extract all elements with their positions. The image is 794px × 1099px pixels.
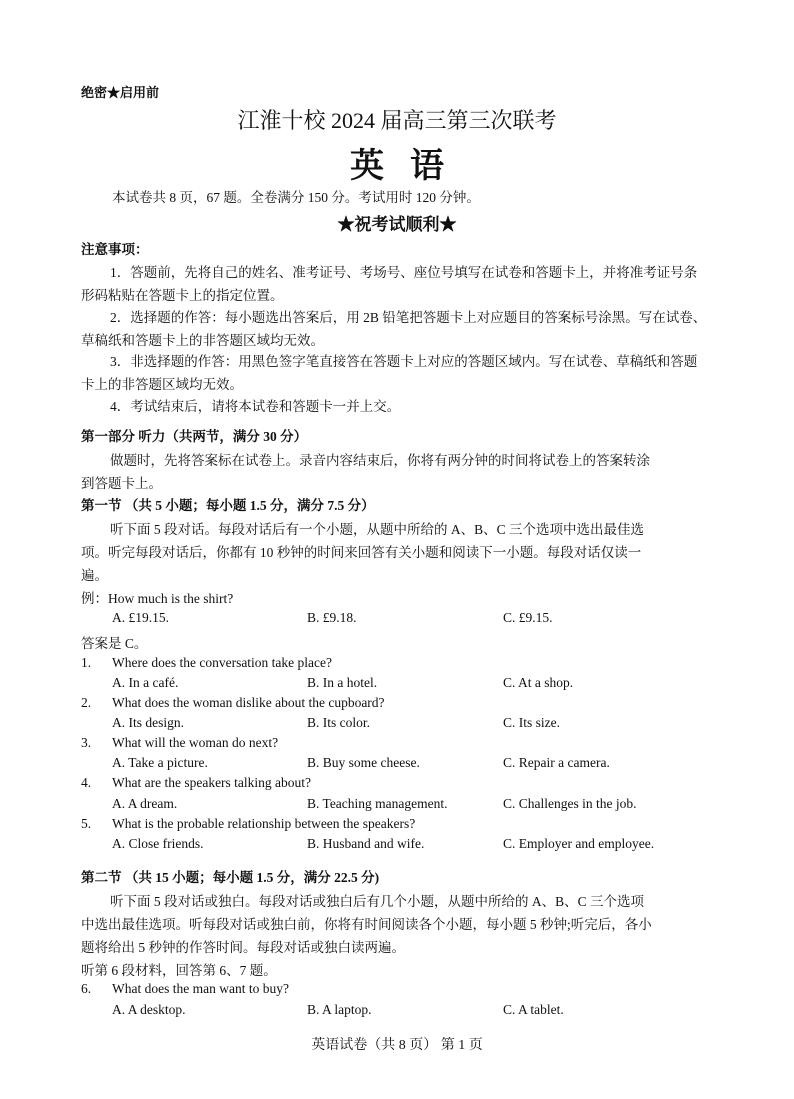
example-question: 例：How much is the shirt? [81, 591, 234, 606]
question-6-option-b: B. A laptop. [307, 1002, 372, 1017]
question-1-option-b: B. In a hotel. [307, 675, 378, 690]
section-2-intro-line-1: 听下面 5 段对话或独白。每段对话或独白后有几个小题，从题中所给的 A、B、C 三个选项 [110, 894, 645, 909]
note-3-line-2: 卡上的非答题区域均无效。 [81, 377, 243, 392]
question-2-option-c: C. Its size. [503, 715, 560, 730]
good-luck-banner: ★祝考试顺利★ [337, 215, 457, 234]
question-6-text: What does the man want to buy? [112, 981, 289, 996]
note-4: 4．考试结束后，请将本试卷和答题卡一并上交。 [110, 399, 401, 414]
question-6-option-a: A. A desktop. [112, 1002, 186, 1017]
question-3-text: What will the woman do next? [112, 735, 279, 750]
question-5-option-a: A. Close friends. [112, 836, 204, 851]
confidential-label: 绝密★启用前 [81, 85, 160, 100]
material-6-instruction: 听第 6 段材料，回答第 6、7 题。 [81, 963, 277, 978]
example-option-c: C. £9.15. [503, 610, 553, 625]
question-4-option-c: C. Challenges in the job. [503, 796, 637, 811]
section-1-intro-line-3: 遍。 [81, 568, 108, 583]
exam-info: 本试卷共 8 页，67 题。全卷满分 150 分。考试用时 120 分钟。 [112, 190, 480, 205]
section-2-intro-line-3: 题将给出 5 秒钟的作答时间。每段对话或独白读两遍。 [81, 940, 405, 955]
question-2-number: 2. [81, 695, 92, 710]
question-1-option-a: A. In a café. [112, 675, 179, 690]
note-1-line-2: 形码粘贴在答题卡上的指定位置。 [81, 288, 284, 303]
section-1-intro-line-1: 听下面 5 段对话。每段对话后有一个小题，从题中所给的 A、B、C 三个选项中选出最佳选 [110, 522, 645, 537]
page-footer: 英语试卷（共 8 页） 第 1 页 [311, 1038, 483, 1053]
question-3-option-c: C. Repair a camera. [503, 755, 610, 770]
question-3-number: 3. [81, 735, 92, 750]
question-3-option-a: A. Take a picture. [112, 755, 208, 770]
question-6-number: 6. [81, 981, 92, 996]
section-2-heading: 第二节 （共 15 小题；每小题 1.5 分，满分 22.5 分) [81, 870, 380, 885]
question-1-option-c: C. At a shop. [503, 675, 574, 690]
notes-heading: 注意事项： [81, 242, 149, 257]
question-4-option-a: A. A dream. [112, 796, 178, 811]
note-1-line-1: 1．答题前，先将自己的姓名、准考证号、考场号、座位号填写在试卷和答题卡上，并将准考证号条 [110, 265, 698, 280]
question-5-option-b: B. Husband and wife. [307, 836, 425, 851]
exam-title: 江淮十校 2024 届高三第三次联考 [237, 108, 557, 133]
question-2-text: What does the woman dislike about the cupboard? [112, 695, 385, 710]
question-4-number: 4. [81, 775, 92, 790]
question-4-option-b: B. Teaching management. [307, 796, 448, 811]
question-2-option-a: A. Its design. [112, 715, 184, 730]
part-1-intro-line-2: 到答题卡上。 [81, 476, 162, 491]
question-1-text: Where does the conversation take place? [112, 655, 333, 670]
question-4-text: What are the speakers talking about? [112, 775, 312, 790]
question-1-number: 1. [81, 655, 92, 670]
question-5-number: 5. [81, 816, 92, 831]
note-3-line-1: 3．非选择题的作答：用黑色签字笔直接答在答题卡上对应的答题区域内。写在试卷、草稿纸和答题 [110, 354, 698, 369]
note-2-line-2: 草稿纸和答题卡上的非答题区域均无效。 [81, 333, 324, 348]
section-1-heading: 第一节 （共 5 小题；每小题 1.5 分，满分 7.5 分） [81, 498, 375, 513]
note-2-line-1: 2．选择题的作答：每小题选出答案后，用 2B 铅笔把答题卡上对应题目的答案标号涂黑。写在试卷、 [110, 310, 707, 325]
question-6-option-c: C. A tablet. [503, 1002, 564, 1017]
question-5-text: What is the probable relationship between the speakers? [112, 816, 416, 831]
example-option-b: B. £9.18. [307, 610, 357, 625]
section-1-intro-line-2: 项。听完每段对话后，你都有 10 秒钟的时间来回答有关小题和阅读下一小题。每段对话仅读一 [81, 545, 642, 560]
example-answer: 答案是 C。 [81, 636, 148, 651]
question-5-option-c: C. Employer and employee. [503, 836, 655, 851]
subject-title: 英语 [350, 148, 470, 185]
question-3-option-b: B. Buy some cheese. [307, 755, 420, 770]
part-1-heading: 第一部分 听力（共两节，满分 30 分） [81, 429, 308, 444]
section-2-intro-line-2: 中选出最佳选项。听每段对话或独白前，你将有时间阅读各个小题，每小题 5 秒钟;听完后，各小 [81, 917, 652, 932]
part-1-intro-line-1: 做题时，先将答案标在试卷上。录音内容结束后，你将有两分钟的时间将试卷上的答案转涂 [110, 453, 650, 468]
example-option-a: A. £19.15. [112, 610, 169, 625]
question-2-option-b: B. Its color. [307, 715, 370, 730]
